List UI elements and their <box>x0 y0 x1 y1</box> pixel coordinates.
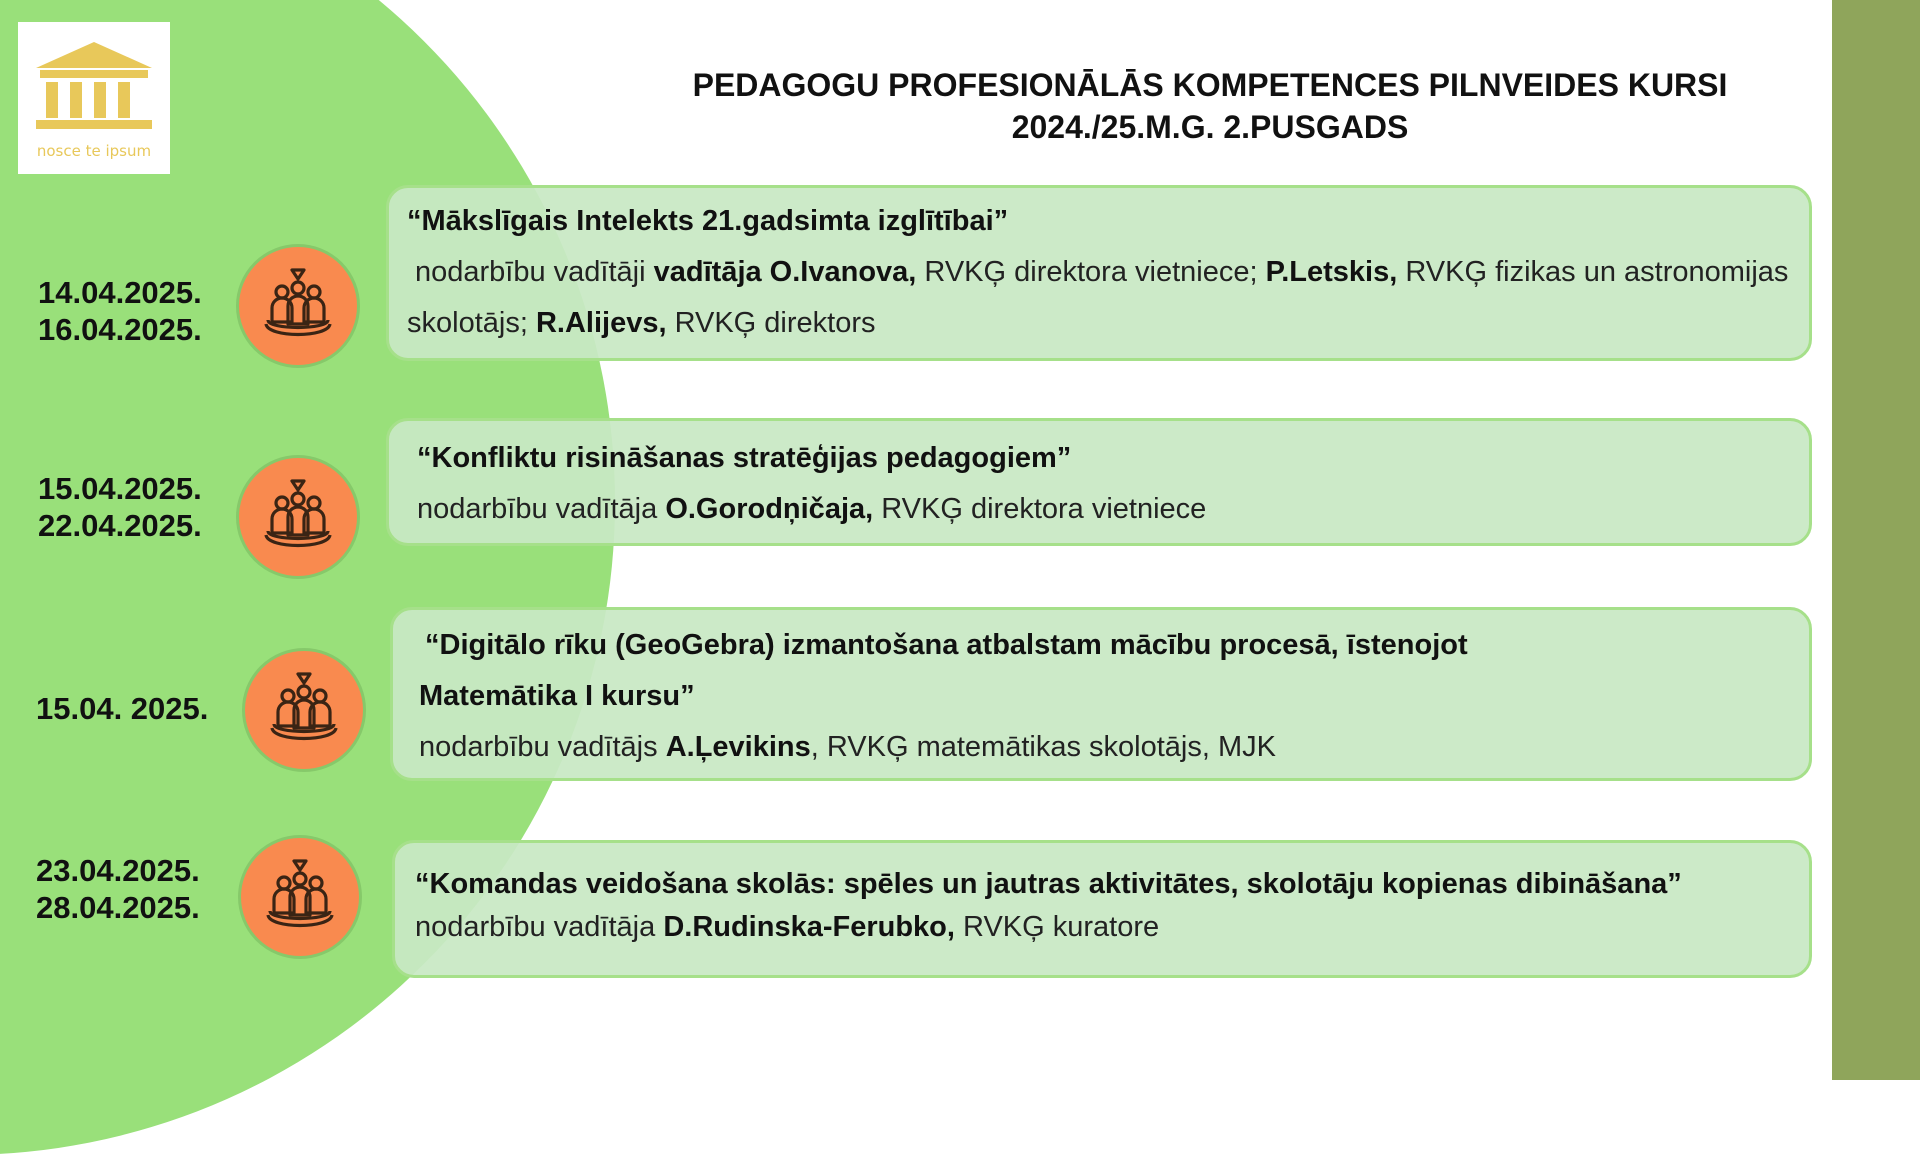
course-date: 15.04. 2025. <box>36 691 209 726</box>
course-date: 14.04.2025. <box>38 275 202 310</box>
course-card <box>390 607 1812 781</box>
side-color-bar <box>1832 0 1920 1080</box>
course-leaders: nodarbību vadītāja O.Gorodņičaja, RVKĢ direktora vietniece <box>417 493 1207 525</box>
page-title <box>560 64 1860 148</box>
title-line-1: PEDAGOGU PROFESIONĀLĀS KOMPETENCES PILNVEIDES KURSI <box>692 67 1728 103</box>
course-leaders: nodarbību vadītājs A.Ļevikins, RVKĢ matemātikas skolotājs, MJK <box>419 731 1276 763</box>
logo-motto: nosce te ipsum <box>36 142 152 160</box>
course-date: 22.04.2025. <box>38 508 202 543</box>
course-card <box>392 840 1812 978</box>
group-meeting-icon <box>238 835 362 959</box>
course-date: 23.04.2025. <box>36 853 200 888</box>
group-meeting-icon <box>236 244 360 368</box>
group-meeting-icon <box>242 648 366 772</box>
course-date: 16.04.2025. <box>38 312 202 347</box>
course-leaders: nodarbību vadītāja D.Rudinska-Ferubko, RVKĢ kuratore <box>415 911 1160 943</box>
course-leaders: nodarbību vadītāji vadītāja O.Ivanova, RVKĢ direktora vietniece; P.Letskis, RVKĢ fizikas un astronomijas skolotājs; R.Alijevs, RVKĢ direktors <box>407 256 1789 339</box>
course-dates <box>36 690 208 727</box>
temple-icon <box>32 40 156 132</box>
course-dates <box>38 274 202 348</box>
course-title: “Mākslīgais Intelekts 21.gadsimta izglītībai” <box>407 205 1009 237</box>
logo <box>18 22 170 174</box>
course-title: “Konfliktu risināšanas stratēģijas pedagogiem” <box>417 442 1072 474</box>
course-title: “Digitālo rīku (GeoGebra) izmantošana atbalstam mācību procesā, īstenojot Matemātika I kursu” <box>419 629 1468 712</box>
group-meeting-icon <box>236 455 360 579</box>
course-title: “Komandas veidošana skolās: spēles un jautras aktivitātes, skolotāju kopienas dibināšana” <box>415 868 1682 900</box>
course-dates <box>36 852 200 926</box>
course-date: 15.04.2025. <box>38 471 202 506</box>
course-date: 28.04.2025. <box>36 890 200 925</box>
title-line-2: 2024./25.M.G. 2.PUSGADS <box>1011 109 1409 145</box>
course-card <box>386 418 1812 546</box>
course-card <box>386 185 1812 361</box>
course-dates <box>38 470 202 544</box>
